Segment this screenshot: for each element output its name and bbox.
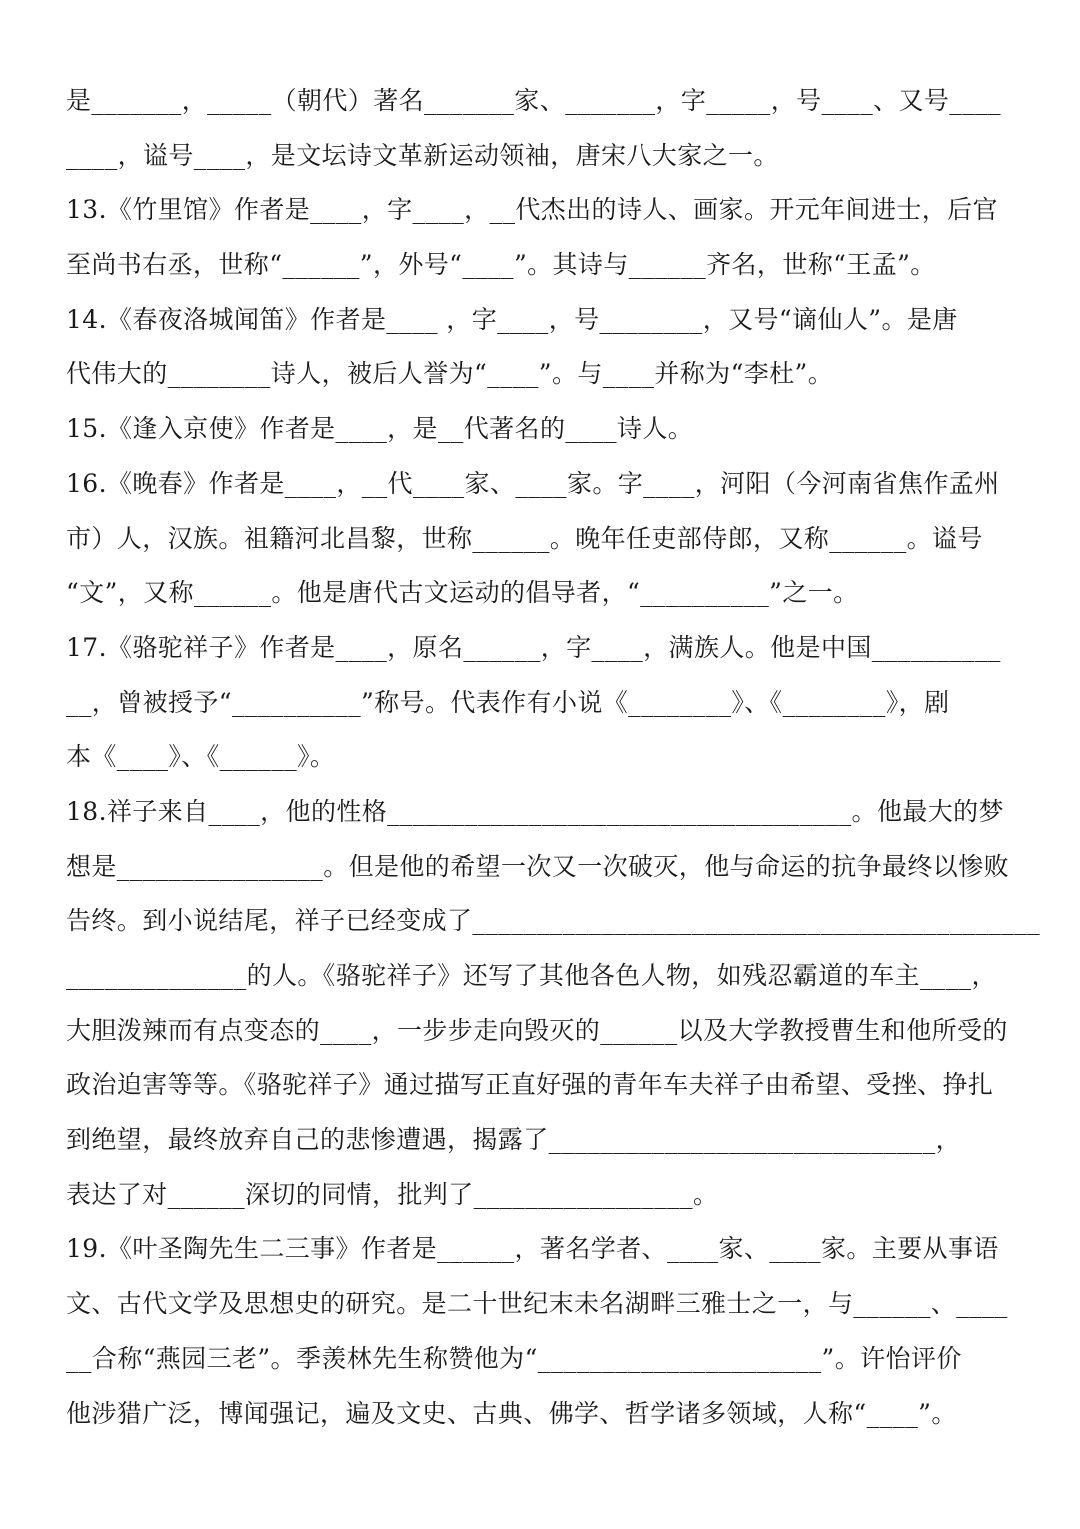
text-line: 本《____》、《______》。 [66, 742, 336, 772]
question-16: 16.《晚春》作者是____，__代____家、____家。字____，河阳（今河南省焦作孟州 [66, 468, 1000, 498]
text-line: ______________的人。《骆驼祥子》还写了其他各色人物，如残忍霸道的车主____， [66, 961, 997, 990]
text-line: 代伟大的________诗人，被后人誉为“____”。与____并称为“李杜”。 [66, 359, 834, 389]
text-line: 市）人，汉族。祖籍河北昌黎，世称______。晚年任吏部侍郎，又称______。谥号 [66, 523, 983, 553]
text-line: 至尚书右丞，世称“______”，外号“____”。其诗与______齐名，世称“王孟”。 [66, 250, 936, 280]
text-line: “文”，又称______。他是唐代古文运动的倡导者，“__________”之一。 [66, 578, 859, 608]
text-line: __合称“燕园三老”。季羡林先生称赞他为“______________________”。许怡评价 [66, 1343, 962, 1373]
text-line: 表达了对______深切的同情，批判了_________________。 [66, 1179, 719, 1209]
text-line: 到绝望，最终放弃自己的悲惨遭遇，揭露了______________________________， [66, 1125, 962, 1155]
text-line: 政治迫害等等。《骆驼祥子》通过描写正直好强的青年车夫祥子由希望、受挫、挣扎 [66, 1070, 994, 1100]
text-line: 他涉猎广泛，博闻强记，遍及文史、古典、佛学、哲学诸多领域，人称“____”。 [66, 1398, 957, 1428]
question-15: 15.《逢入京使》作者是____，是__代著名的____诗人。 [66, 414, 694, 444]
text-line: 是_______，_____（朝代）著名_______家、_______，字_____，号____、又号____ [66, 86, 1001, 115]
question-14: 14.《春夜洛城闻笛》作者是____ ，字____，号________，又号“谪仙人”。是唐 [66, 304, 958, 334]
text-line: 文、古代文学及思想史的研究。是二十世纪末未名湖畔三雅士之一，与______、____ [66, 1289, 1008, 1319]
worksheet-page [66, 74, 1041, 1441]
question-18: 18.祥子来自____，他的性格____________________________________。他最大的梦 [66, 796, 1004, 826]
text-line: __，曾被授予“__________”称号。代表作有小说《________》、《________》，剧 [66, 687, 950, 717]
text-line: 想是________________。但是他的希望一次又一次破灭，他与命运的抗争最终以惨败 [66, 851, 1010, 881]
text-line: 告终。到小说结尾，祥子已经变成了____________________________________________ [66, 906, 1041, 936]
question-17: 17.《骆驼祥子》作者是____，原名______，字____，满族人。他是中国__________ [66, 632, 1001, 662]
text-line: ____，谥号____，是文坛诗文革新运动领袖，唐宋八大家之一。 [66, 140, 779, 170]
question-13: 13.《竹里馆》作者是____，字____，__代杰出的诗人、画家。开元年间进士，后官 [66, 195, 998, 225]
question-19: 19.《叶圣陶先生二三事》作者是______，著名学者、____家、____家。主要从事语 [66, 1234, 999, 1264]
text-line: 大胆泼辣而有点变态的____，一步步走向毁灭的______以及大学教授曹生和他所受的 [66, 1015, 1008, 1045]
